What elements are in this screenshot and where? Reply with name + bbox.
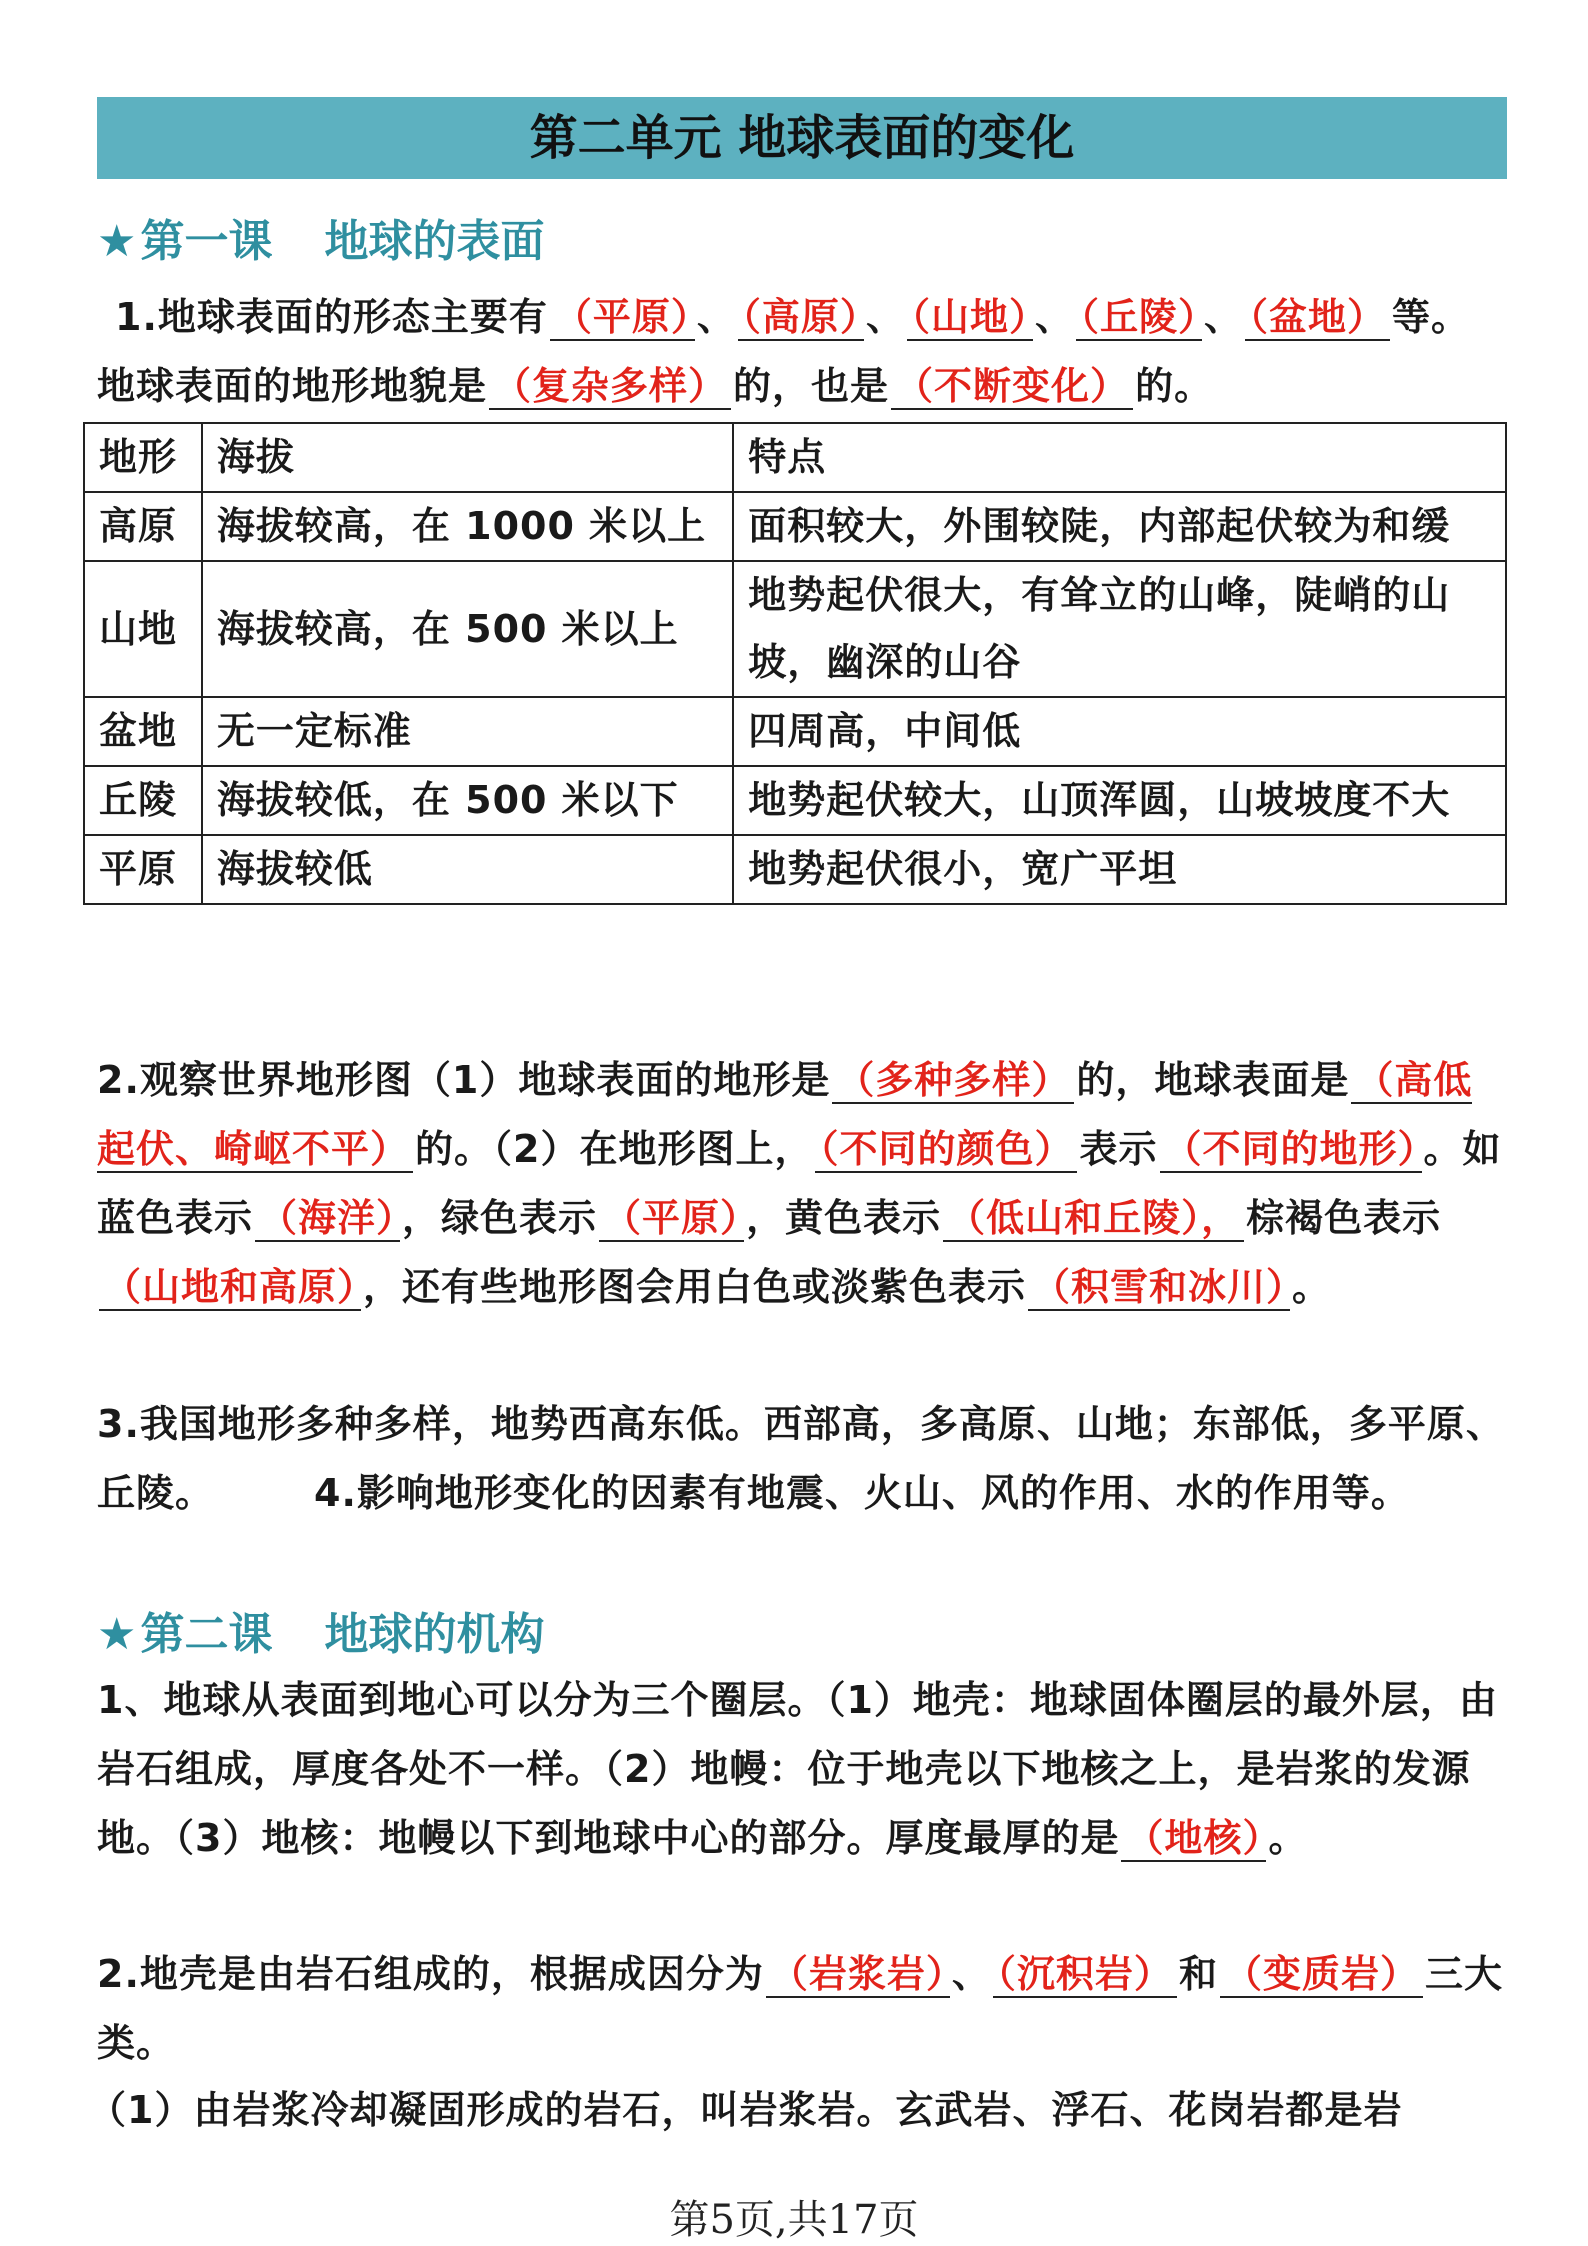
lesson2-paragraph-2 xyxy=(97,1940,1507,2078)
table-cell: 四周高，中间低 xyxy=(733,697,1506,766)
table-row xyxy=(84,697,1506,766)
text: 棕褐色表示 xyxy=(1246,1196,1442,1240)
table-cell: 海拔较低，在 500 米以下 xyxy=(202,766,733,835)
answer: （盆地） xyxy=(1245,295,1390,341)
text: 、 xyxy=(696,295,736,339)
lesson2-title xyxy=(97,1598,544,1662)
table-row xyxy=(84,766,1506,835)
lesson1-paragraph-1 xyxy=(97,283,1507,421)
table-header-cell: 地形 xyxy=(84,423,202,492)
text: 的，地球表面是 xyxy=(1076,1058,1350,1102)
answer: （海洋） xyxy=(255,1196,400,1242)
table-row xyxy=(84,835,1506,904)
star-icon: ★ xyxy=(97,1609,137,1660)
answer: （地核） xyxy=(1121,1816,1266,1862)
answer: （岩浆岩） xyxy=(766,1952,950,1998)
text: 。 xyxy=(1292,1265,1332,1309)
lesson1-paragraph-3 xyxy=(97,1390,1507,1528)
text: 等。地球表面的地形地貌是 xyxy=(97,295,1471,408)
text: 的。 xyxy=(1135,364,1214,408)
text: 、 xyxy=(1204,295,1244,339)
text: 1、地球从表面到地心可以分为三个圈层。（1）地壳：地球固体圈层的最外层，由岩石组成，厚度各处不一样。（2）地幔：位于地壳以下地核之上，是岩浆的发源地。（3）地核：地幔以下到地球中心的部分。厚度最厚的是 xyxy=(97,1678,1498,1860)
star-icon: ★ xyxy=(97,216,137,267)
text: 。 xyxy=(1268,1816,1308,1860)
answer: （复杂多样） xyxy=(489,364,731,410)
text: 1.地球表面的形态主要有 xyxy=(115,295,548,339)
table-cell: 海拔较高，在 1000 米以上 xyxy=(202,492,733,561)
answer: （多种多样） xyxy=(832,1058,1074,1104)
lesson1-title xyxy=(97,205,544,269)
table-cell: 丘陵 xyxy=(84,766,202,835)
answer: （平原） xyxy=(599,1196,744,1242)
table-header-cell: 特点 xyxy=(733,423,1506,492)
lesson1-name: 地球的表面 xyxy=(324,216,545,267)
table-cell: 盆地 xyxy=(84,697,202,766)
text: 2.地壳是由岩石组成的，根据成因分为 xyxy=(97,1952,764,1996)
lesson2-paragraph-3 xyxy=(88,2076,1498,2145)
answer: （不同的颜色） xyxy=(815,1127,1077,1173)
text: 4.影响地形变化的因素有地震、火山、风的作用、水的作用等。 xyxy=(314,1471,1410,1515)
text: 、 xyxy=(865,295,905,339)
text: 2.观察世界地形图（1）地球表面的地形是 xyxy=(97,1058,831,1102)
answer: （丘陵） xyxy=(1076,295,1202,341)
table-row xyxy=(84,492,1506,561)
answer: （平原） xyxy=(550,295,695,341)
table-cell: 地势起伏很大，有耸立的山峰，陡峭的山坡，幽深的山谷 xyxy=(733,561,1506,697)
text: 3.我国地形多种多样，地势西高东低。西部高，多高原、山地；东部低，多平原、丘陵。 xyxy=(97,1402,1505,1515)
text: 。如蓝色表示 xyxy=(97,1127,1502,1240)
text: 、 xyxy=(951,1952,991,1996)
page-footer xyxy=(0,2188,1588,2245)
answer: （低山和丘陵）， xyxy=(943,1196,1244,1242)
text: 表示 xyxy=(1079,1127,1158,1171)
lesson2-number: 第二课 xyxy=(140,1609,273,1660)
text: 三大类。 xyxy=(97,1952,1503,2065)
lesson2-name: 地球的机构 xyxy=(324,1609,545,1660)
answer: （沉积岩） xyxy=(993,1952,1177,1998)
text: 、 xyxy=(1034,295,1074,339)
answer: （山地和高原） xyxy=(99,1265,361,1311)
page-number: 第5页,共17页 xyxy=(669,2197,919,2243)
text: 的。（2）在地形图上， xyxy=(415,1127,814,1171)
answer: （不断变化） xyxy=(891,364,1133,410)
answer: （积雪和冰川） xyxy=(1028,1265,1290,1311)
text: （1）由岩浆冷却凝固形成的岩石，叫岩浆岩。玄武岩、浮石、花岗岩都是岩 xyxy=(88,2088,1403,2132)
lesson1-paragraph-2 xyxy=(97,1046,1507,1322)
text: 的，也是 xyxy=(733,364,890,408)
answer: （山地） xyxy=(907,295,1033,341)
table-header-row xyxy=(84,423,1506,492)
text: ，黄色表示 xyxy=(746,1196,942,1240)
table-cell: 海拔较高，在 500 米以上 xyxy=(202,561,733,697)
lesson1-number: 第一课 xyxy=(140,216,273,267)
lesson2-paragraph-1 xyxy=(97,1666,1507,1873)
text: 和 xyxy=(1178,1952,1218,1996)
answer: （不同的地形） xyxy=(1160,1127,1422,1173)
answer: （变质岩） xyxy=(1220,1952,1423,1998)
table-header-cell: 海拔 xyxy=(202,423,733,492)
table-cell: 海拔较低 xyxy=(202,835,733,904)
text: ，绿色表示 xyxy=(402,1196,598,1240)
table-cell: 地势起伏很小，宽广平坦 xyxy=(733,835,1506,904)
answer: （高原） xyxy=(738,295,864,341)
answer: （高低起伏、崎岖不平） xyxy=(97,1058,1473,1171)
table-cell: 高原 xyxy=(84,492,202,561)
table-cell: 地势起伏较大，山顶浑圆，山坡坡度不大 xyxy=(733,766,1506,835)
table-row xyxy=(84,561,1506,697)
text: ，还有些地形图会用白色或淡紫色表示 xyxy=(363,1265,1027,1309)
table-cell: 面积较大，外围较陡，内部起伏较为和缓 xyxy=(733,492,1506,561)
table-cell: 山地 xyxy=(84,561,202,697)
table-cell: 平原 xyxy=(84,835,202,904)
terrain-table xyxy=(83,422,1507,905)
unit-title-banner xyxy=(97,97,1507,179)
table-cell: 无一定标准 xyxy=(202,697,733,766)
unit-title: 第二单元 地球表面的变化 xyxy=(529,110,1075,166)
